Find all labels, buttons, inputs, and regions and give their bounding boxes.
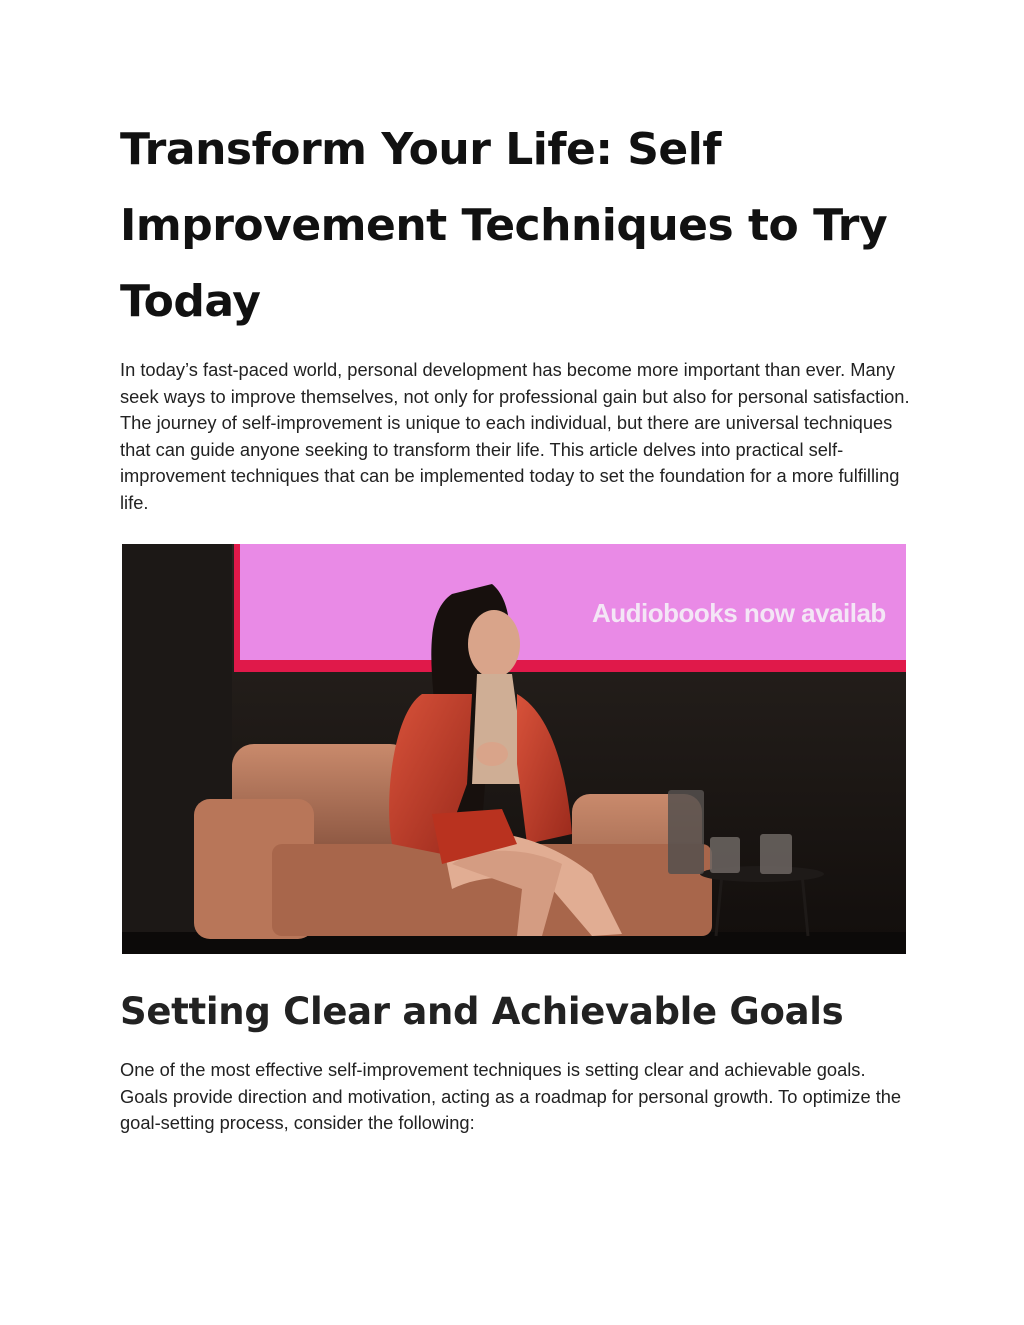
page-title: Transform Your Life: Self Improvement Techniques to Try Today	[120, 124, 888, 327]
hero-image	[122, 544, 906, 954]
intro-paragraph: In today’s fast-paced world, personal development has become more important than ever. Many seek ways to improve themselves, not only for professional gain but also for personal satisfaction. The journey of self-improvement is unique to each individual, but there are universal techniques that can guide anyone seeking to transform their life. This article delves into practical self-improvement techniques that can be implemented today to set the foundation for a more fulfilling life.	[120, 359, 910, 513]
screen-text: Audiobooks now availab	[592, 598, 886, 628]
section-paragraph: One of the most effective self-improvement techniques is setting clear and achievable goals. Goals provide direction and motivation, acting as a roadmap for personal growth. To optimize the goal-setting process, consider the following:	[120, 1059, 902, 1133]
section-heading: Setting Clear and Achievable Goals	[120, 990, 844, 1033]
